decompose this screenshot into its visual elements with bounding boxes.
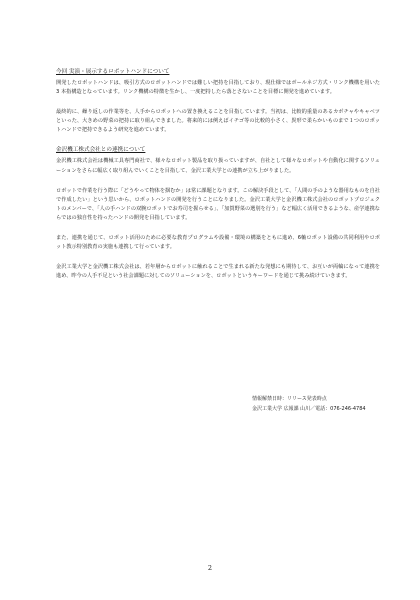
section-partnership: [56, 146, 380, 281]
paragraph: ロボットで作業を行う際に「どうやって物体を掴むか」は常に課題となります。この解決手段として、「人間の手のような器用なものを自社で作成したい」という思いから、ロボットハンドの開発を行うことになりました。金沢工業大学と金沢機工株式会社のロボットプロジェクトのメンバーで、「人の手ハンドの双腕ロボットでお寿司を握らせる」、「加賀野菜の選別を行う」など幅広く活用できるような、産学連携ならではの独自性を持ったハンドの開発を目指しています。: [56, 187, 380, 221]
paragraph: 金沢工業大学と金沢機工株式会社は、若年層からロボットに触れることで生まれる新たな発想にも期待して、お互いが両輪になって連携を進め、昨今の人手不足という社会課題に対してのソリューションを、ロボットというキーワードを通じて挑み続けていきます。: [56, 264, 380, 280]
paragraph: また、連携を通じて、ロボット活用のために必要な教育プログラムや設備・環境の構築をともに進め、6軸ロボット設備の共同利用やロボット教示特別教育の実施も連携して行っています。: [56, 235, 380, 251]
paragraph: 金沢機工株式会社は機械工具専門商社で、様々なロボット製品を取り扱っていますが、自社として様々なロボットや自動化に関するソリューションをさらに幅広く取り組んでいくことを目指して、金沢工業大学との連携が立ち上がりました。: [56, 158, 380, 174]
contact-info: [252, 395, 366, 414]
paragraph: 開発したロボットハンドは、吸引方式のロボットハンドでは難しい把持を目指しており、現仕様ではボールネジ方式・リンク機構を用いた 3 本指構造となっています。リンク機構の特徴を生かし、一度把持したら落とさないことを目標に開発を進めています。: [56, 80, 380, 96]
pr-contact-line: 金沢工業大学 広報課 山川／電話：076-246-4784: [252, 405, 366, 412]
section-heading: 金沢機工株式会社との連携について: [56, 147, 146, 154]
page-number: 2: [207, 564, 213, 572]
release-date-line: 情報解禁日時：リリース発表時点: [252, 396, 327, 402]
paragraph: 最終的に、繰り返しの作業等を、人手からロボットへの置き換えることを目指しています。当初は、比較的重量のあるカボチャやキャベツといった、大きめの野菜の把持に取り組んできました。将来的には例えばイチゴ等の比較的小さく、異形で柔らかいものまで１つのロボットハンドで把持できるよう研究を進めています。: [56, 109, 380, 134]
section-heading: 今回 実演・展示するロボットハンドについて: [56, 69, 170, 75]
section-robot-hand: [56, 68, 380, 135]
